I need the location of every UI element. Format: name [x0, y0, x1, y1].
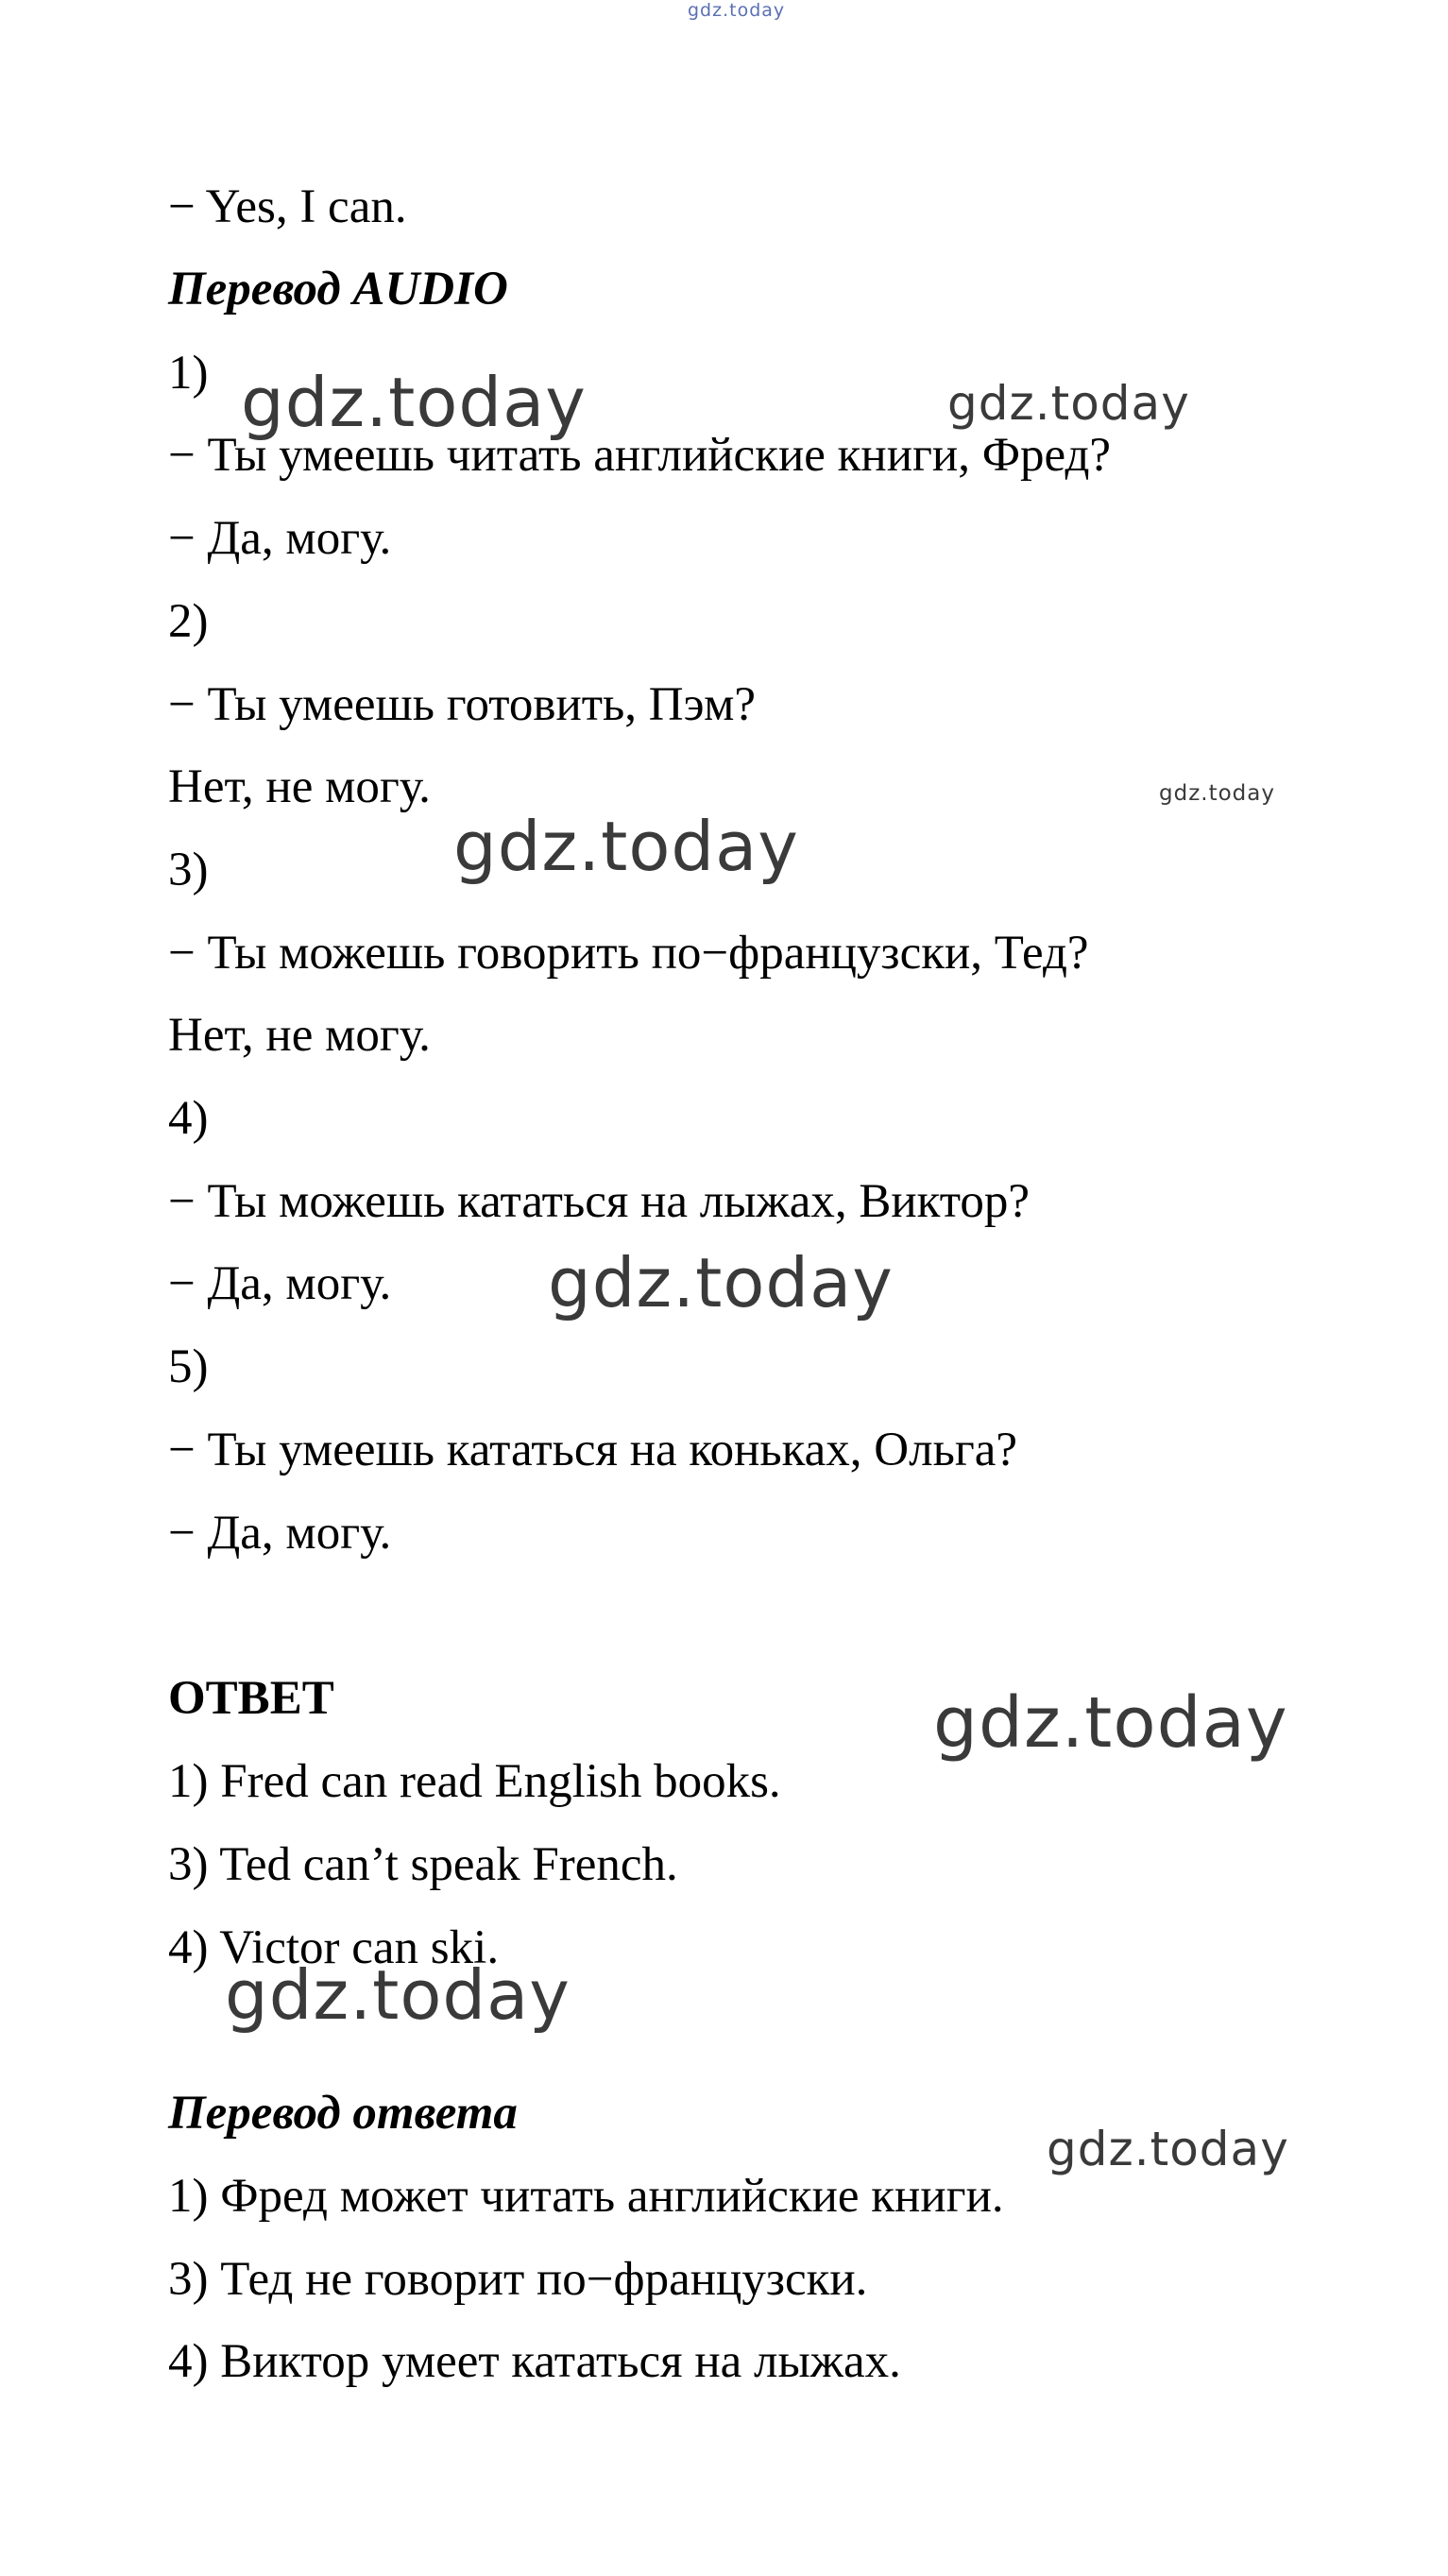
dialogue-line: − Да, могу.: [168, 512, 392, 565]
watermark: gdz.today: [241, 363, 587, 442]
watermark: gdz.today: [548, 1243, 894, 1322]
dialogue-line: − Да, могу.: [168, 1257, 392, 1310]
dialogue-line: Нет, не могу.: [168, 760, 431, 813]
watermark: gdz.today: [453, 807, 799, 886]
watermark: gdz.today: [933, 1682, 1288, 1764]
translation-line: 4) Виктор умеет кататься на лыжах.: [168, 2335, 901, 2388]
dialogue-line: − Ты умеешь кататься на коньках, Ольга?: [168, 1424, 1018, 1476]
answer-line: 3) Ted can’t speak French.: [168, 1838, 678, 1891]
dialogue-line: − Ты умеешь готовить, Пэм?: [168, 678, 756, 731]
dialogue-line: − Ты умеешь читать английские книги, Фред?: [168, 429, 1112, 482]
watermark: gdz.today: [1047, 2122, 1289, 2176]
dialogue-line: − Ты можешь кататься на лыжах, Виктор?: [168, 1175, 1030, 1228]
translation-line: 3) Тед не говорит по−французски.: [168, 2253, 868, 2306]
item-number: 4): [168, 1092, 209, 1145]
heading-answer-translation: Перевод ответа: [168, 2087, 518, 2140]
item-number: 1): [168, 347, 209, 400]
dialogue-line: − Да, могу.: [168, 1507, 392, 1560]
answer-line: 4) Victor can ski.: [168, 1921, 500, 1974]
translation-line: 1) Фред может читать английские книги.: [168, 2170, 1004, 2223]
item-number: 5): [168, 1340, 209, 1393]
watermark: gdz.today: [225, 1955, 571, 2035]
watermark-top: gdz.today: [688, 0, 786, 21]
answer-line: 1) Fred can read English books.: [168, 1755, 781, 1808]
dialogue-line: Нет, не могу.: [168, 1009, 431, 1062]
heading-audio-translation: Перевод AUDIO: [168, 263, 508, 316]
dialogue-line: − Ты можешь говорить по−французски, Тед?: [168, 927, 1089, 980]
item-number: 3): [168, 844, 209, 896]
heading-answer: ОТВЕТ: [168, 1672, 334, 1725]
item-number: 2): [168, 595, 209, 648]
dialogue-line: − Yes, I can.: [168, 180, 407, 233]
watermark: gdz.today: [1159, 781, 1275, 806]
watermark: gdz.today: [947, 376, 1190, 431]
